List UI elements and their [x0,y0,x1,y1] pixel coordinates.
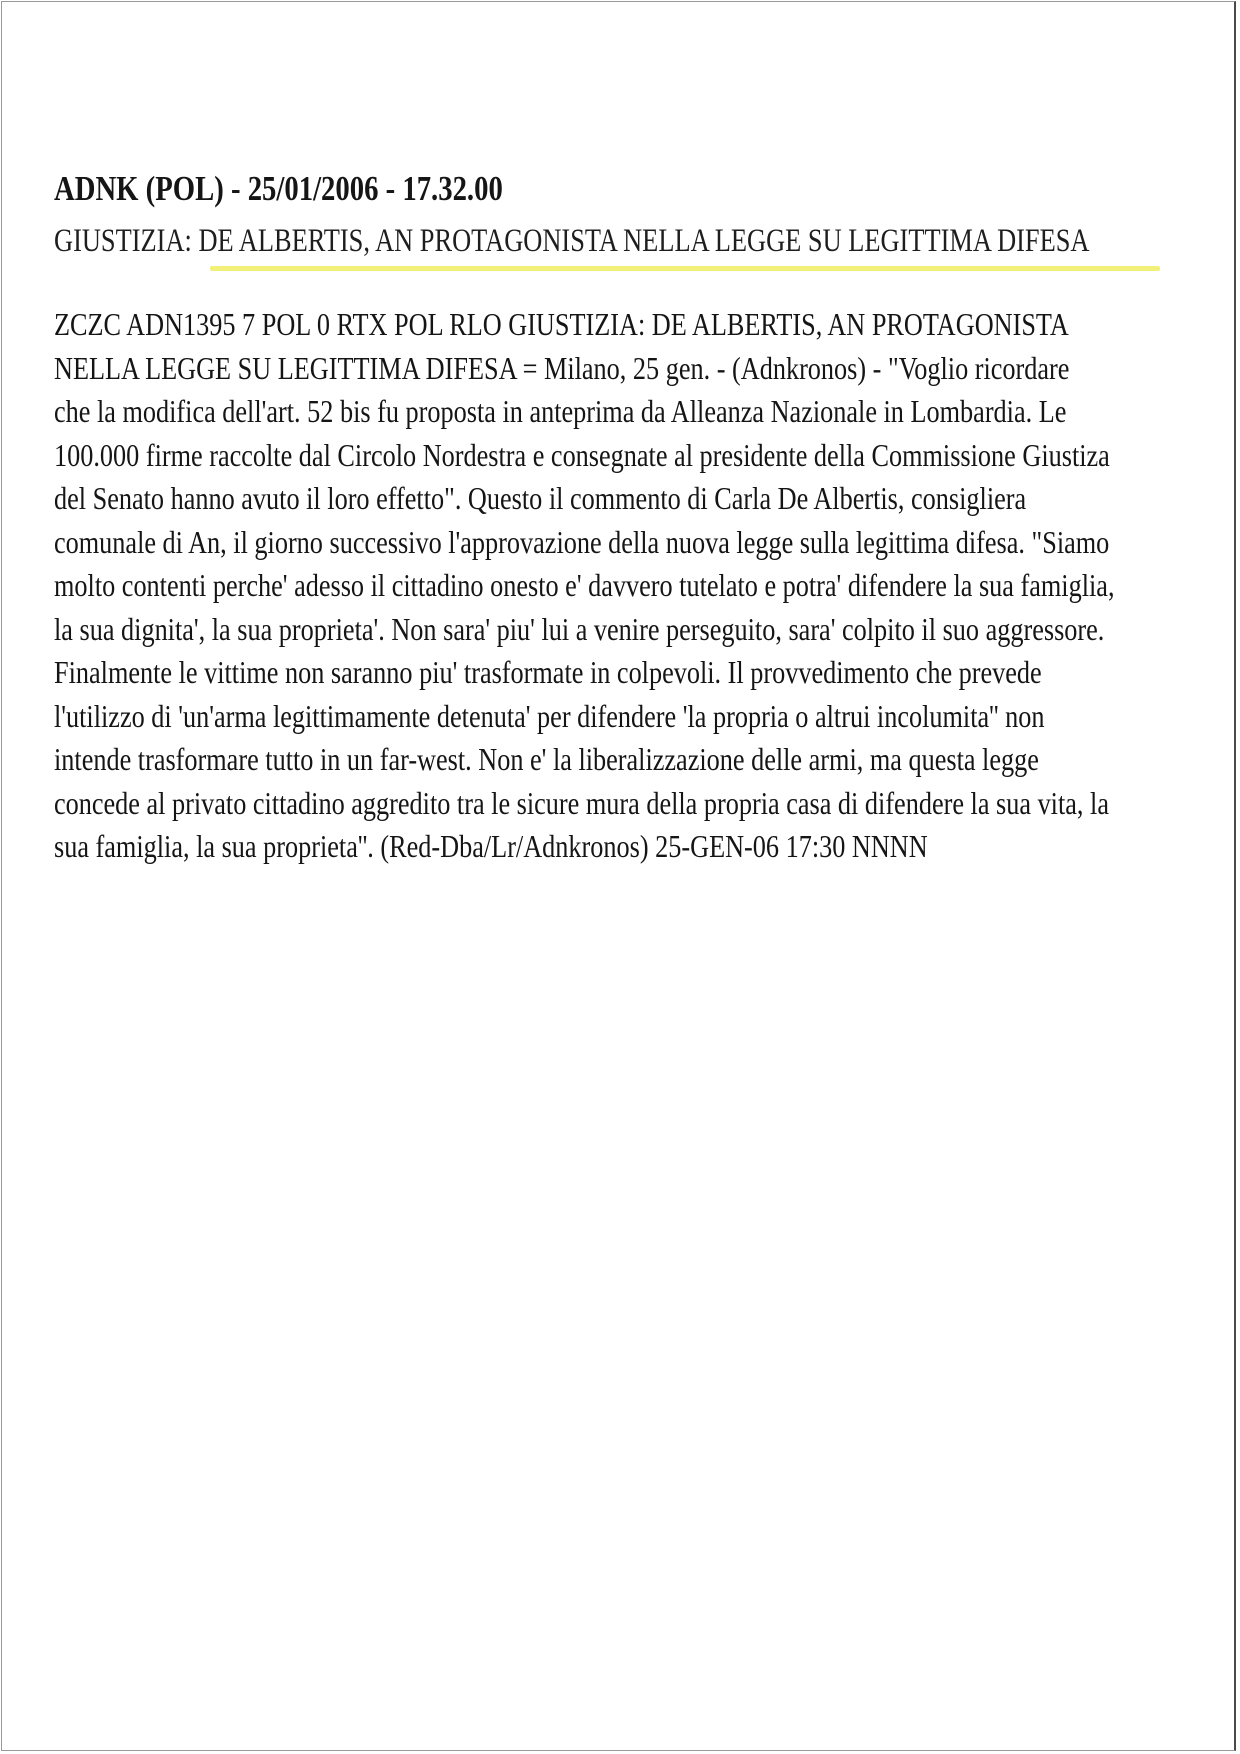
highlight-marker [210,266,1160,271]
body-line: concede al privato cittadino aggredito tra le sicure mura della propria casa di difendere la sua vita, la [54,784,1109,821]
page-frame [1,1,1236,1751]
body-line: l'utilizzo di 'un'arma legittimamente detenuta' per difendere 'la propria o altrui incolumita'' non [54,697,1045,734]
body-line: la sua dignita', la sua proprieta'. Non sara' piu' lui a venire perseguito, sara' colpito il suo aggressore. [54,610,1105,647]
body-line: Finalmente le vittime non saranno piu' trasformate in colpevoli. Il provvedimento che prevede [54,654,1042,690]
headline: GIUSTIZIA: DE ALBERTIS, AN PROTAGONISTA NELLA LEGGE SU LEGITTIMA DIFESA [54,223,1090,259]
agency-header: ADNK (POL) - 25/01/2006 - 17.32.00 [54,169,503,208]
body-line: ZCZC ADN1395 7 POL 0 RTX POL RLO GIUSTIZIA: DE ALBERTIS, AN PROTAGONISTA [54,306,1069,342]
news-document [54,168,1204,864]
body-line: intende trasformare tutto in un far-west. Non e' la liberalizzazione delle armi, ma questa legge [54,741,1039,777]
body-line: molto contenti perche' adesso il cittadino onesto e' davvero tutelato e potra' difendere la sua famiglia, [54,567,1115,603]
body-line: che la modifica dell'art. 52 bis fu proposta in anteprima da Alleanza Nazionale in Lombardia. Le [54,393,1067,429]
body-line: NELLA LEGGE SU LEGITTIMA DIFESA = Milano, 25 gen. - (Adnkronos) - "Voglio ricordare [54,349,1070,386]
body-line: sua famiglia, la sua proprieta''. (Red-Dba/Lr/Adnkronos) 25-GEN-06 17:30 NNNN [54,828,928,864]
article-body [54,303,1161,869]
body-line: comunale di An, il giorno successivo l'approvazione della nuova legge sulla legittima difesa. "Siamo [54,523,1110,560]
body-line: 100.000 firme raccolte dal Circolo Nordestra e consegnate al presidente della Commissione Giustiza [54,436,1110,473]
body-line: del Senato hanno avuto il loro effetto". Questo il commento di Carla De Albertis, consigliera [54,480,1027,516]
